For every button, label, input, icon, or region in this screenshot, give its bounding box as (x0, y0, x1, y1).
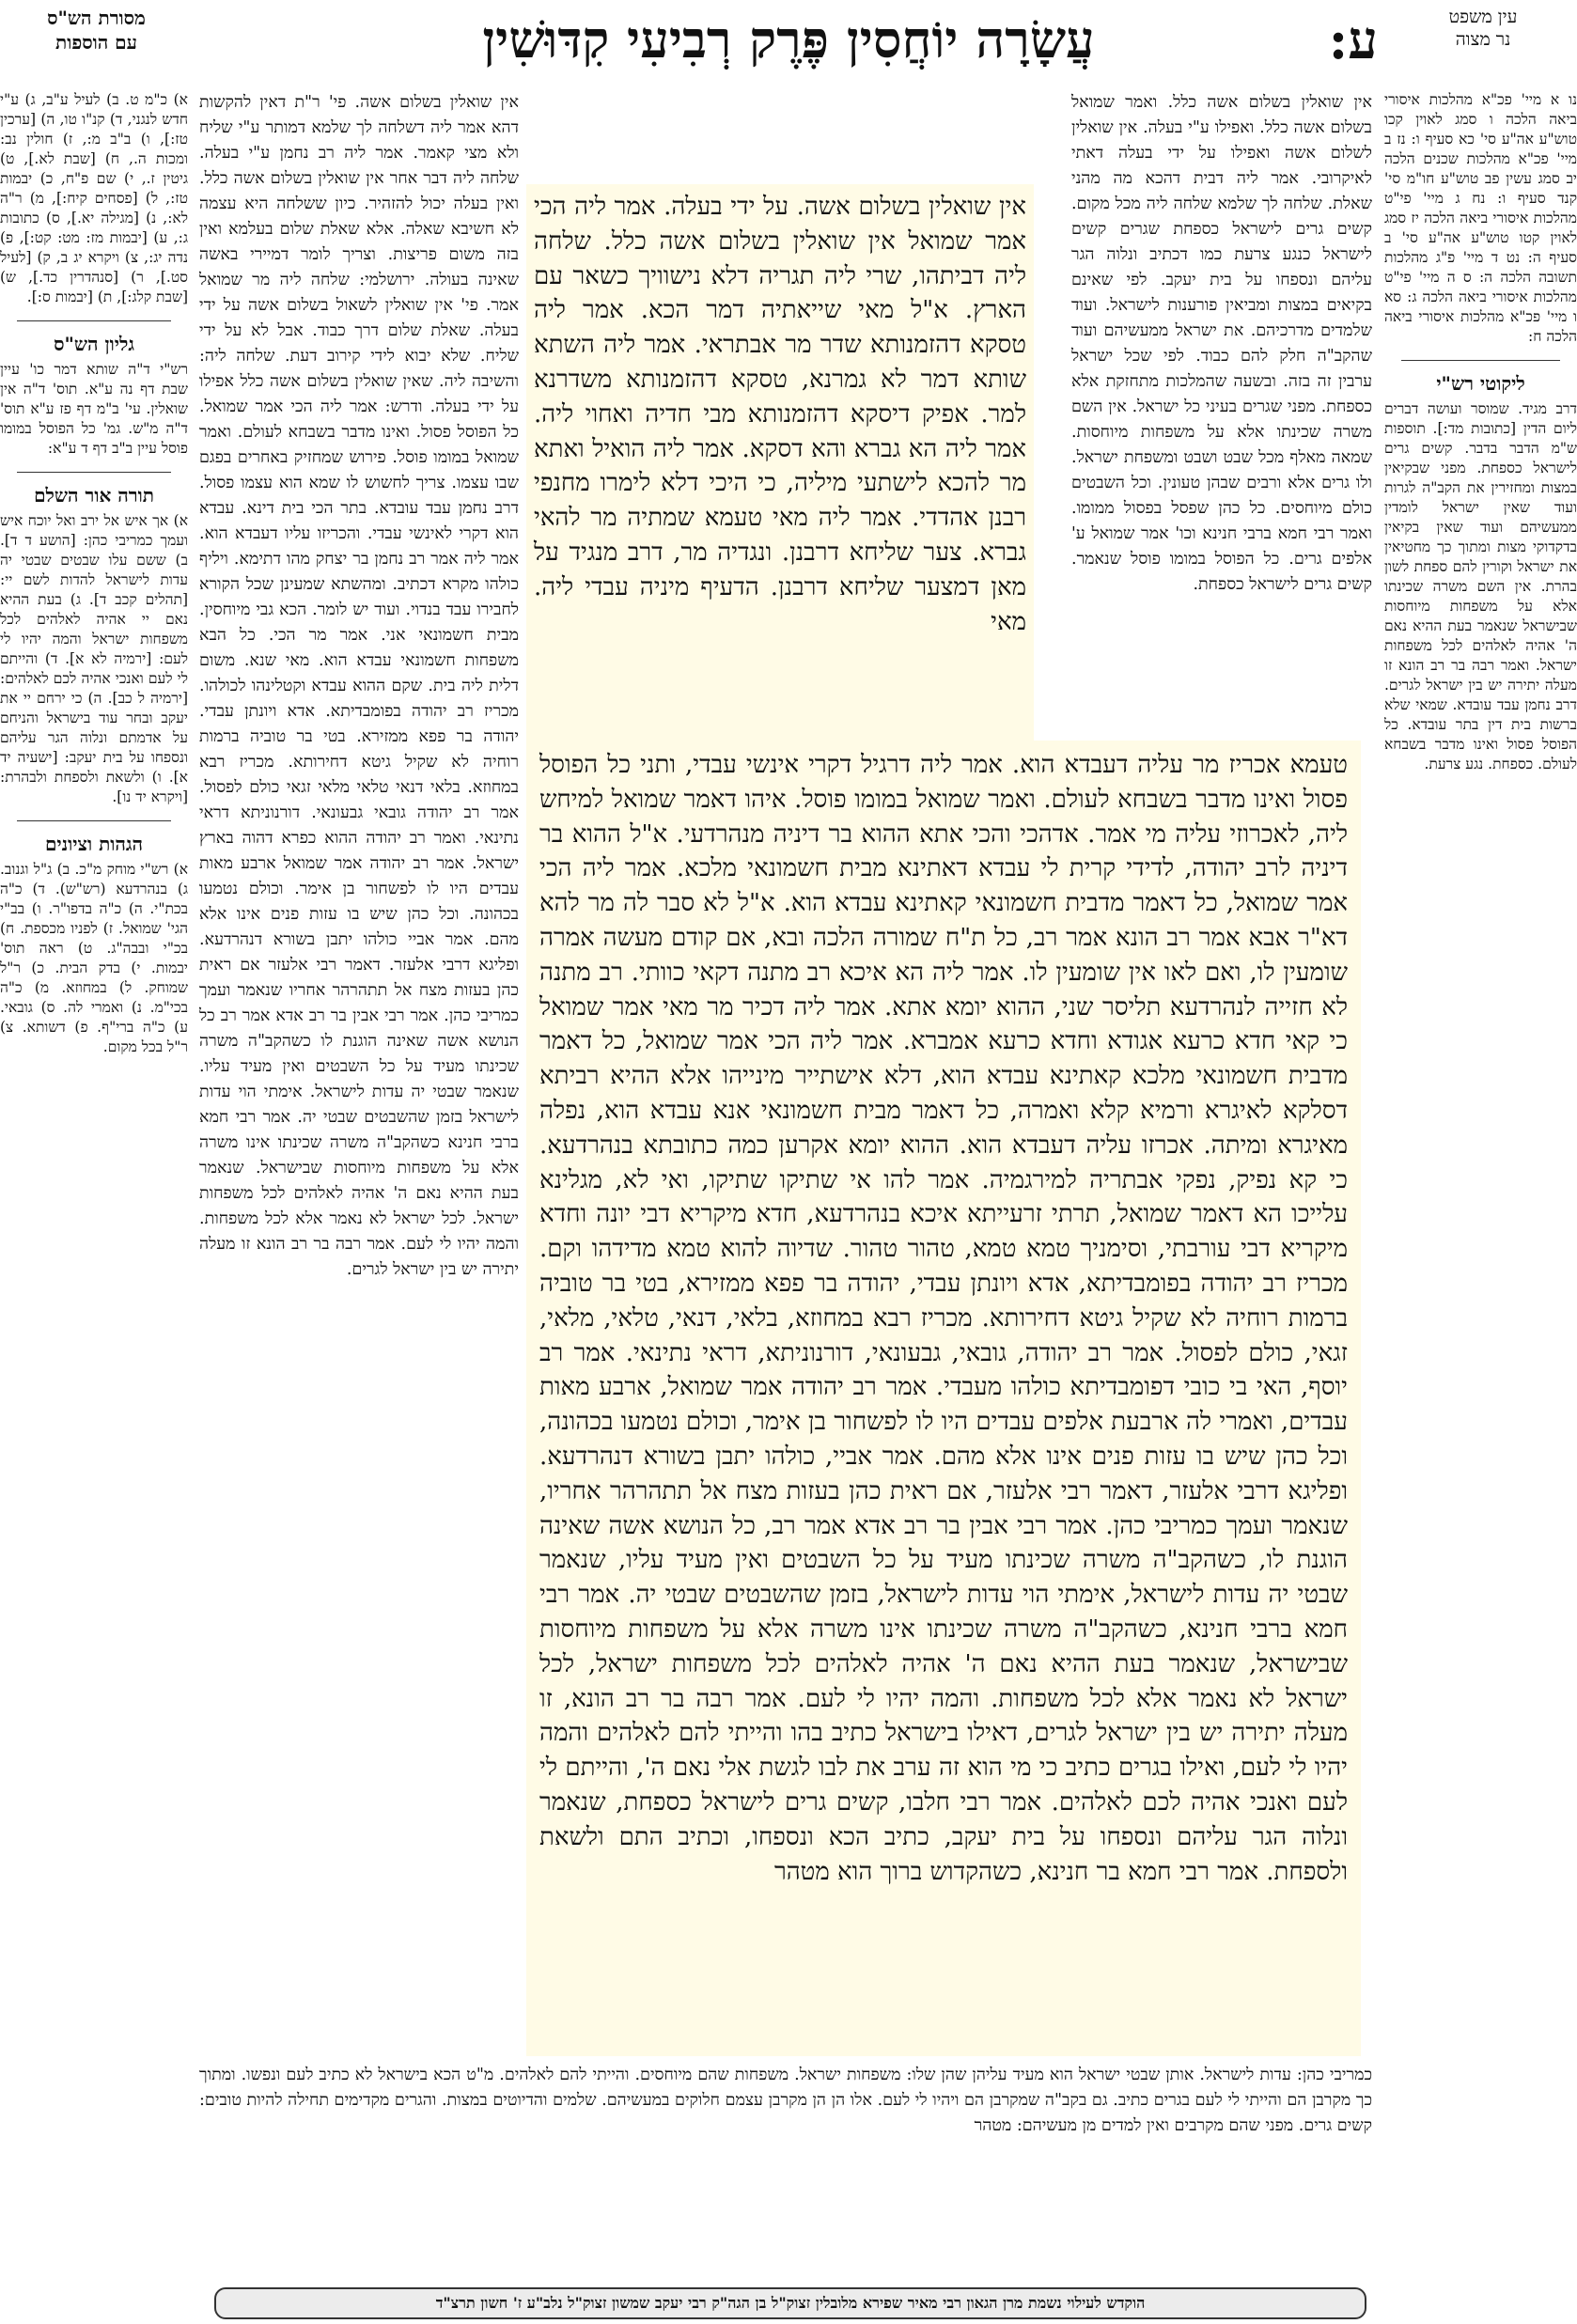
divider (17, 472, 171, 473)
dedication-footer: הוקדש לעילוי נשמת מרן הגאון רבי מאיר שפירא מלובלין זצוק"ל בן הגה"ק רבי יעקב שמשון זצוק"ל נלב"ע ז' חשון תרצ"ד (214, 2287, 1366, 2319)
rashi-bottom-text: כמריבי כהן: עדות לישראל. אותן שבטי ישראל הוא מעיד עליהן שהן שלו: משפחות ישראל. משפחות שהם מיוחסים. והייתי להם לאלהים. מ"ט הכא בישראל לא כתיב לעם ונפשו. ומתוך כך מקרבן הם והייתי לי לעם בגרים כתיב. גם בקב"ה שמקרבן הם ויהיו לי לעם. אלו הן הן מקרבן עצמם חלוקים במעשיהם. שלמים והדיוטים במצות. והגרים מקדימים תחילה להיות טובים: קשים גרים. מפני שהם מקרבים ואין למדים מן מעשיהם: מטהר (199, 2066, 1372, 2135)
ein-mishpat-heading: עין משפט נר מצוה (1448, 7, 1518, 50)
page-title: עֲשָׂרָה יוֹחֲסִין פֶּרֶק רְבִיעִי קִדּוּשִׁין (482, 9, 1095, 70)
gilyon-hashas-title: גליון הש"ס (54, 333, 134, 355)
divider (17, 820, 171, 821)
hagahot-title: הגהות וציונים (44, 833, 144, 855)
mesoret-heading: מסורת הש"ס עם הוספות (47, 7, 146, 54)
gilyon-hashas-text: רש"י ד"ה שותא דמר כו' עיין שבת דף נה ע"א. תוס' ד"ה אין שואלין. עי' ב"מ דף פז ע"א תוס' ד"ה מ"ש. גמ' כל הפוסל במומו פוסל עיין ב"ב דף ד ע"א: (0, 361, 188, 457)
rashi-text: אין שואלין בשלום אשה כלל. ואמר שמואל בשלום אשה כלל. ואפילו ע"י בעלה. אין שואלין לשלום אשה ואפילו על ידי בעלה דאתי לאיקרובי. אמר ליה דבית דהכא מה מהני שאלת. שלחה לך שלמא שלחה ליה מכל מקום. קשים גרים לישראל כספחת שגרים קשים לישראל כנגע צרעת כמו דכתיב ונלוה הגר עליהם ונספחו על בית יעקב. לפי שאינם בקיאים במצות ומביאין פורענות לישראל. ועוד שלמדים מדרכיהם. את ישראל ממעשיהם ועוד שהקב"ה חלק להם כבוד. לפי שכל ישראל ערבין זה בזה. ובשעה שהמלכות מתחזקת אלא כספחת. מפני שגרים בעיני כל ישראל. אין השם משרה שכינתו אלא על משפחות מיוחסות. שמאה מאלף מכל שבט ושבט ומשפחת ישראל. ולו גרים אלא ורבים שבהן טעונין. וכל השבטים כולם מיוחסים. כל כהן שפסל בפסול ממומו. ואמר רבי חמא ברבי חנינא וכו' אמר שמואל ע' אלפים גרים. כל הפוסל במומו פוסל שנאמר. קשים גרים לישראל כספחת. (1071, 93, 1372, 594)
likutei-rashi-text: דרב מגיד. שמוסר ועושה דברים ליום הדין [כתובות מד:]. תוספות ש"מ הדבר בדבר. קשים גרים לישראל כספחת. מפני שבקיאין במצות ומחזירין את הקב"ה לגרות ועוד שאין ישראל לומדין ממעשיהם ועוד שאין בקיאין בדקדוקי מצות ומתוך כך מחטיאין את ישראל וקורין להם ספחת לשון בהרת. אין השם משרה שכינתו אלא על משפחות מיוחסות שבישראל שנאמר בעת ההיא נאם ה' אהיה לאלהים לכל משפחות ישראל. ואמר רבה בר רב הונא זו מעלה יתירה יש בין ישראל לגרים. דרב נחמן עבד עובדא. שמאי שלא ברשות בית דין בתר עובדא. כל הפוסל פסול ואינו מדבר בשבחא לעולם. כספחת. נגע צרעת. (1384, 400, 1577, 772)
ein-mishpat-column (1384, 90, 1577, 1923)
page-header (0, 0, 1577, 86)
torah-or-title: תורה אור השלם (34, 484, 154, 507)
mesoret-column (0, 90, 188, 2252)
gemara-main-text: טעמא אכריז מר עליה דעבדא הוא. אמר ליה דרגיל דקרי אינשי עבדי, ותני כל הפוסל פסול ואינו מדבר בשבחא לעולם. ואמר שמואל במומו פוסל. איהו דאמר שמואל למיחש ליה, לאכרוזי עליה מי אמר. אדהכי והכי אתא ההוא בר דיניה מנהרדעי. א"ל ההוא בר דיניה לרב יהודה, לדידי קרית לי עבדא דאתינא מבית חשמונאי מלכא. אמר ליה הכי אמר שמואל, כל דאמר מדבית חשמונאי קאתינא עבדא הוא. א"ל לא סבר לה מר להא דא"ר אבא אמר רב הונא אמר רב, כל ת"ח שמורה הלכה ובא, אם קודם מעשה אמרה שומעין לו, ואם לאו אין שומעין לו. אמר ליה הא איכא רב מתנה דקאי כוותי. רב מתנה לא חזייה לנהרדעא תליסר שני, ההוא יומא אתא. אמר ליה דכיר מר מאי אמר שמואל כי קאי חדא כרעא אגודא וחדא כרעא אמברא. אמר ליה הכי אמר שמואל, כל דאמר מדבית חשמונאי מלכא קאתינא עבדא הוא, דלא אישתייר מינייהו אלא ההיא רביתא דסלקא לאיגרא ורמיא קלא ואמרה, כל דאמר מבית חשמונאי אנא עבדא הוא, נפלה מאיגרא ומיתה. אכרזו עליה דעבדא הוא. ההוא יומא אקרען כמה כתובתא בנהרדעא. כי קא נפיק, נפקי אבתריה למירגמיה. אמר להו אי שתיקו שתיקו, ואי לא, מגלינא עלייכו הא דאמר שמואל, תרתי זרעייתא איכא בנהרדעא, חדא מיקריא דבי יונה וחדא מיקריא דבי עורבתי, וסימניך טמא טמא, טהור טהור. שדיוה להוא טמא מדידהו וקם. מכריז רב יהודה בפומבדיתא, אדא ויונתן עבדי, יהודה בר פפא ממזירא, בטי בר טוביה ברמות רוחיה לא שקיל גיטא דחירותא. מכריז רבא במחוזא, בלאי, דנאי, טלאי, מלאי, זגאי, כולם לפסול. אמר רב יהודה, גובאי, גבעונאי, דורנוניתא, דראי נתינאי. אמר רב יוסף, האי בי כובי דפומבדיתא כולהו מעבדי. אמר רב יהודה אמר שמואל, ארבע מאות עבדים, ואמרי לה ארבעת אלפים עבדים היו לו לפשחור בן אימר, וכולם נטמעו בכהונה, וכל כהן שיש בו עזות פנים אינו אלא מהם. אמר אביי, כולהו יתבן בשורא דנהרדעא. ופליגא דרבי אלעזר, דאמר רבי אלעזר, אם ראית כהן בעזות מצח אל תתהרהר אחריו, שנאמר ועמך כמריבי כהן. אמר רבי אבין בר רב אדא אמר רב, כל הנושא אשה שאינה הוגנת לו, כשהקב"ה משרה שכינתו מעיד על כל השבטים ואין מעיד עליו, שנאמר שבטי יה עדות לישראל, אימתי הוי עדות לישראל, בזמן שהשבטים שבטי יה. אמר רבי חמא ברבי חנינא, כשהקב"ה משרה שכינתו אינו משרה אלא על משפחות מיוחסות שבישראל, שנאמר בעת ההיא נאם ה' אהיה לאלהים לכל משפחות ישראל, לכל ישראל לא נאמר אלא לכל משפחות. והמה יהיו לי לעם. אמר רבה בר רב הונא, זו מעלה יתירה יש בין ישראל לגרים, דאילו בישראל כתיב בהו והייתי להם לאלהים והמה יהיו לי לעם, ואילו בגרים כתיב כי מי הוא זה ערב את לבו לגשת אלי נאם ה', והייתם לי לעם ואנכי אהיה לכם לאלהים. אמר רבי חלבו, קשים גרים לישראל כספחת, שנאמר ונלוה הגר עליהם ונספחו על בית יעקב, כתיב הכא ונספחו, וכתיב התם ולשאת ולספחת. אמר רבי חמא בר חנינא, כשהקדוש ברוך הוא מטהר (539, 751, 1348, 1886)
rashi-commentary (1071, 90, 1372, 739)
ein-mishpat-text: נו א מיי' פכ"א מהלכות איסורי ביאה הלכה ו סמג לאוין קכו טוש"ע אה"ע סי' כא סעיף ו: נז ב מיי' פכ"א מהלכות שכנים הלכה יב סמג עשין פב טוש"ע חו"מ סי' קנד סעיף ו: נח ג מיי' פי"ט מהלכות איסורי ביאה הלכה יז סמג לאוין קטו טוש"ע אה"ע סי' ב סעיף ה: נט ד מיי' פ"ג מהלכות תשובה הלכה ה: ס ה מיי' פי"ט מהלכות איסורי ביאה הלכה ג: סא ו מיי' פכ"א מהלכות איסורי ביאה הלכה ח: (1384, 91, 1577, 345)
hagahot-text: א) רש"י מוחק מ"כ. ב) ג"ל וגנוב. ג) בנהרדעא (רש"ש). ד) כ"ה בכת"י. ה) כ"ה בדפו"ר. ו) בב"י הגי' שמואל. ז) לפניו מכספת. ח) בכ"י ובבה"ג. ט) ראה תוס' יבמות. י) בדק הבית. כ) ר"ל שמוחק. ל) במחוזא. מ) כ"ה בכי"מ. נ) ואמרי לה. ס) גובאי. ע) כ"ה ברי"ף. פ) דשותא. צ) ר"ל בכל מקום. (0, 861, 188, 1055)
gemara-top-text: אין שואלין בשלום אשה. על ידי בעלה. אמר ליה הכי אמר שמואל אין שואלין בשלום אשה כלל. שלחה ליה דביתהו, שרי ליה תגריה דלא נישוויך כשאר עם הארץ. א"ל מאי שייאתיה דמר הכא. אמר ליה טסקא דהזמנותא שדר מר אבתראי. אמר ליה השתא שותא דמר לא גמרנא, טסקא דהזמנותא משדרנא למר. אפיק דיסקא דהזמנותא מבי חדיה ואחוי ליה. אמר ליה הא גברא והא דסקא. אמר ליה הואיל ואתא מר להכא לישתעי מיליה, כי היכי דלא לימרו מחנפי רבנן אהדדי. אמר ליה מאי טעמא שמתיה מר להאי גברא. צער שליחא דרבנן. ונגדיה מר, דרב מנגיד על מאן דמצער שליחא דרבנן. הדעיף מיניה עבדי ליה. מאי (534, 193, 1026, 636)
daf-number: ע: (1328, 9, 1378, 71)
mesoret-text: א) כ"מ ט. ב) לעיל ע"ב, ג) ע"י חדש לנגני, ד) קנ"ו טו, ה) [ערכין טז:], ו) ב"ב מ:, ז) חולין נב: ומכות ה., ח) [שבת לא.], ט) גיטין ז., י) שם פ"ח, כ) יבמות טז:, ל) [פסחים קיח:], מ) ר"ה לא:, נ) [מגילה יא.], ס) כתובות ג:, ע) [יבמות מז: מט: קט:], פ) נדה יג:, צ) ויקרא יג ב, ק) [לעיל סט.], ר) [סנהדרין כד.], ש) [שבת קלג:], ת) [יבמות ס:]. (0, 91, 188, 305)
torah-or-text: א) אך איש אל ירב ואל יוכח איש ועמך כמריבי כהן: [הושע ד ד]. ב) ששם עלו שבטים שבטי יה עדות לישראל להדות לשם יי: [תהלים קכב ד]. ג) בעת ההיא נאם יי אהיה לאלהים לכל משפחות ישראל והמה יהיו לי לעם: [ירמיה לא א]. ד) והייתם לי לעם ואנכי אהיה לכם לאלהים: [ירמיה ל כב]. ה) כי ירחם יי את יעקב ובחר עוד בישראל והניחם על אדמתם ונלוה הגר עליהם ונספחו על בית יעקב: [ישעיה יד א]. ו) ולשאת ולספחת ולבהרת: [ויקרא יד נו]. (0, 512, 188, 805)
likutei-rashi-title: ליקוטי רש"י (1436, 372, 1525, 395)
divider (1401, 360, 1560, 361)
tosafot-commentary (199, 90, 519, 2064)
divider (17, 320, 171, 321)
tosafot-text: אין שואלין בשלום אשה. פי' ר"ת דאין להקשות דהא אמר ליה דשלחה לך שלמא דמותר ע"י שליח ולא מצי קאמר. אמר ליה רב נחמן ע"י בעלה. שלחה ליה דבר אחר אין שואלין בשלום אשה כלל. ואין בעלה יכול להזהיר. כיון ששלחה היא עצמה לא חשיבא שאלה. אלא שאלת שלום בעלמא ואין בזה משום פריצות. וצריך לומר דמיירי באשה שאינה בעולה. ירושלמי: שלחה ליה מר שמואל אמר. פי' אין שואלין לשאול בשלום אשה על ידי בעלה. שאלת שלום דרך כבוד. אבל לא על ידי שליח. שלא יבוא לידי קירוב דעת. שלחה ליה: והשיבה ליה. שאין שואלין בשלום אשה כלל אפילו על ידי בעלה. ודרש: אמר ליה הכי אמר שמואל. כל הפוסל פסול. ואינו מדבר בשבחא לעולם. ואמר שמואל במומו פוסל. פירוש שמחזיק באחרים בפגם שבו עצמו. צריך לחשוש לו שמא הוא עצמו פסול. דרב נחמן עבד עובדא. בתר הכי בית דינא. עבדא הוא דקרי לאינשי עבדי. והכריזו עליו דעבדא הוא. אמר ליה אמר רב נחמן בר יצחק מהו דתימא. ויליף כולהו מקרא דכתיב. ומהשתא שמעינן שכל הקורא לחבירו עבד בנדוי. ועוד יש לומר. הכא גבי מיוחסין. מבית חשמונאי אני. אמר מר הכי. כל הבא משפחות חשמונאי עבדא הוא. מאי שנא. משום דלית ליה בית. שקם ההוא עבדא וקטלינהו לכולהו. מכריז רב יהודה בפומבדיתא. אדא ויונתן עבדי. יהודה בר פפא ממזירא. בטי בר טוביה ברמות רוחיה לא שקיל גיטא דחירותא. מכריז רבא במחוזא. בלאי דנאי טלאי מלאי זגאי כולם לפסול. אמר רב יהודה גובאי גבעונאי. דורנוניתא דראי נתינאי. ואמר רב יהודה ההוא כפרא דהוה בארץ ישראל. אמר רב יהודה אמר שמואל ארבע מאות עבדים היו לו לפשחור בן אימר. וכולם נטמעו בכהונה. וכל כהן שיש בו עזות פנים אינו אלא מהם. אמר אביי כולהו יתבן בשורא דנהרדעא. ופליגא דרבי אלעזר. דאמר רבי אלעזר אם ראית כהן בעזות מצח אל תתהרהר אחריו שנאמר ועמך כמריבי כהן. אמר רבי אבין בר רב אדא אמר רב כל הנושא אשה שאינה הוגנת לו כשהקב"ה משרה שכינתו מעיד על כל השבטים ואין מעיד עליו. שנאמר שבטי יה עדות לישראל. אימתי הוי עדות לישראל בזמן שהשבטים שבטי יה. אמר רבי חמא ברבי חנינא כשהקב"ה משרה שכינתו אינו משרה אלא על משפחות מיוחסות שבישראל. שנאמר בעת ההיא נאם ה' אהיה לאלהים לכל משפחות ישראל. לכל ישראל לא נאמר אלא לכל משפחות. והמה יהיו לי לעם. אמר רבה בר רב הונא זו מעלה יתירה יש בין ישראל לגרים. (199, 93, 519, 1279)
gemara-text-top (526, 184, 1034, 748)
gemara-text-main (526, 741, 1361, 2056)
rashi-commentary-bottom (199, 2063, 1372, 2251)
